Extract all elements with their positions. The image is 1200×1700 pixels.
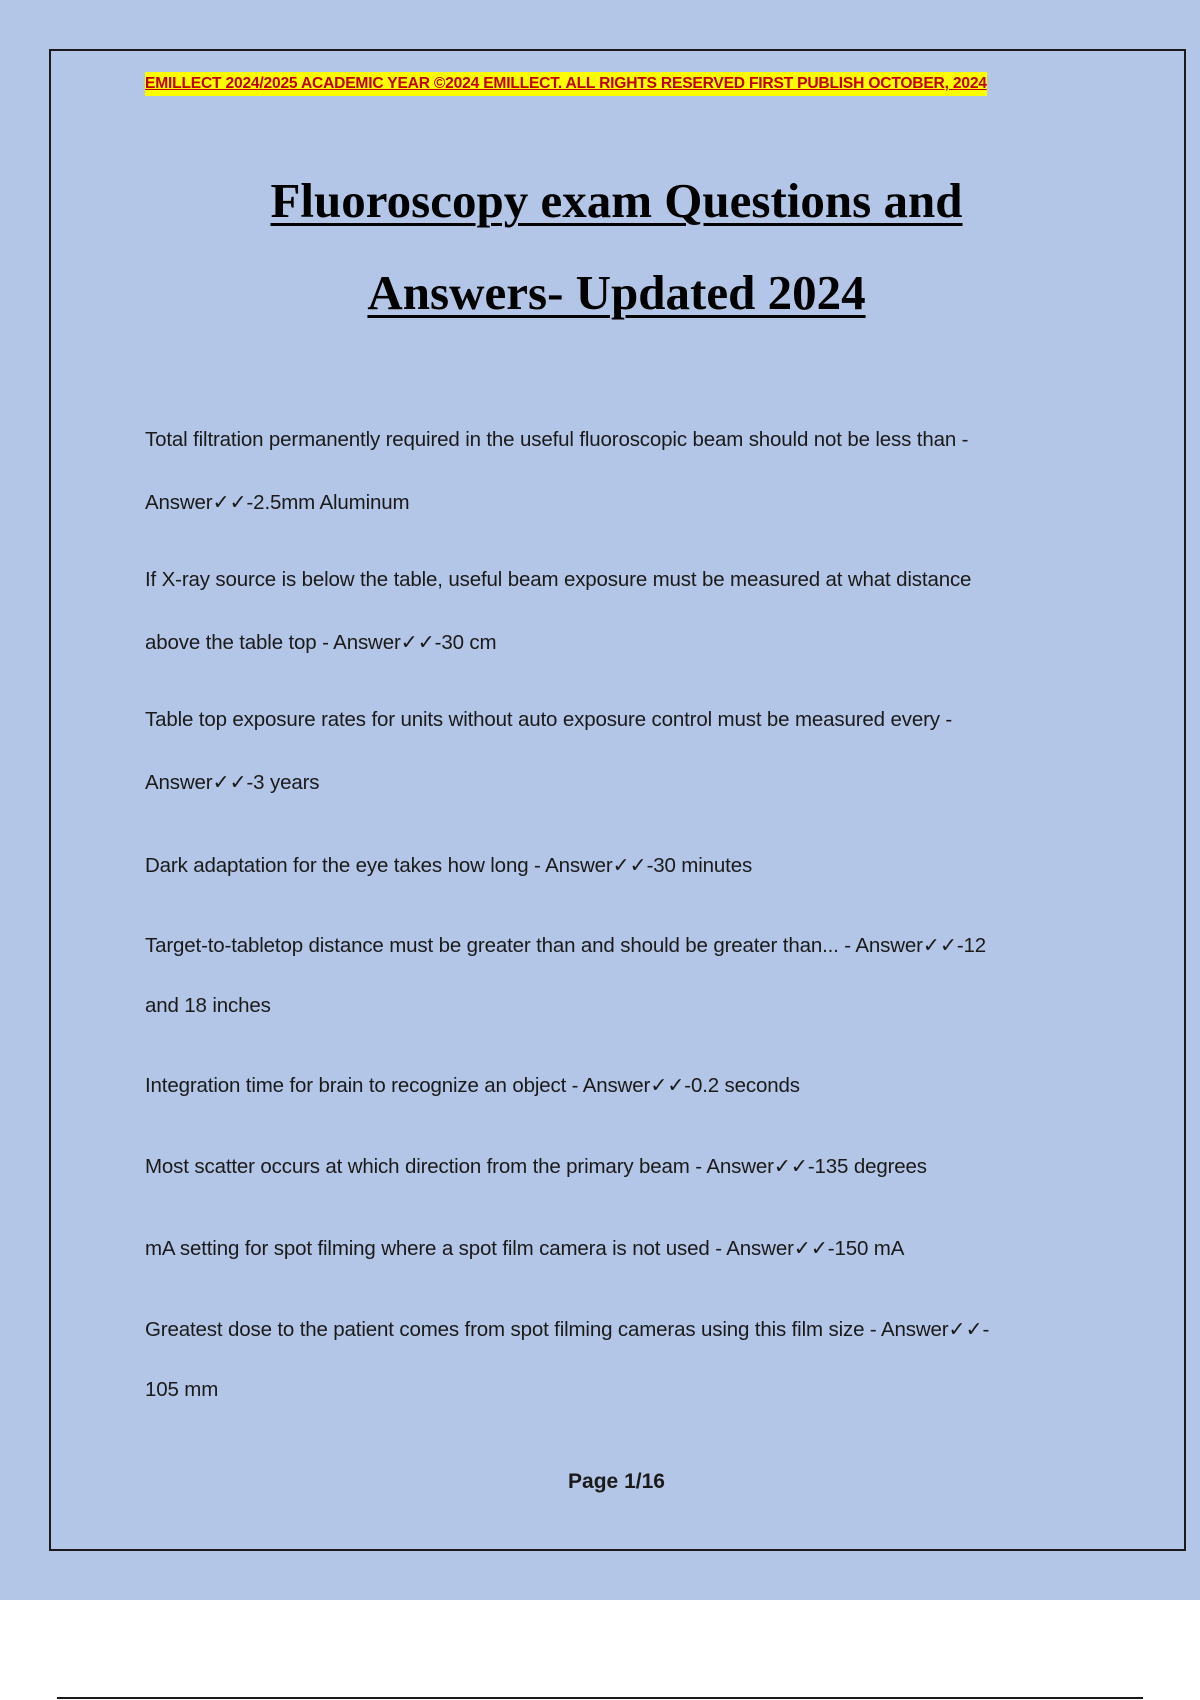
qa-9-question: Greatest dose to the patient comes from spot filming cameras using this film size - Answer✓✓- bbox=[145, 1318, 990, 1341]
page-number: Page 1/16 bbox=[568, 1470, 665, 1493]
qa-7-question: Most scatter occurs at which direction from the primary beam - Answer✓✓-135 degrees bbox=[145, 1155, 927, 1178]
qa-6-question: Integration time for brain to recognize an object - Answer✓✓-0.2 seconds bbox=[145, 1074, 800, 1097]
qa-3-answer: Answer✓✓-3 years bbox=[145, 771, 320, 794]
qa-4-question: Dark adaptation for the eye takes how long - Answer✓✓-30 minutes bbox=[145, 854, 753, 877]
qa-1-answer: Answer✓✓-2.5mm Aluminum bbox=[145, 491, 410, 514]
document-title-line-2: Answers- Updated 2024 bbox=[367, 265, 866, 320]
qa-3-question: Table top exposure rates for units without auto exposure control must be measured every - bbox=[145, 708, 953, 731]
document-title-line-1: Fluoroscopy exam Questions and bbox=[270, 173, 963, 228]
copyright-banner: EMILLECT 2024/2025 ACADEMIC YEAR ©2024 EMILLECT. ALL RIGHTS RESERVED FIRST PUBLISH OCTOBER, 2024 bbox=[145, 72, 987, 96]
bottom-divider bbox=[57, 1697, 1143, 1699]
qa-8-question: mA setting for spot filming where a spot film camera is not used - Answer✓✓-150 mA bbox=[145, 1237, 905, 1260]
qa-2-answer: above the table top - Answer✓✓-30 cm bbox=[145, 631, 497, 654]
qa-1-question: Total filtration permanently required in the useful fluoroscopic beam should not be less than - bbox=[145, 428, 969, 451]
qa-5-question: Target-to-tabletop distance must be greater than and should be greater than... - Answer✓✓-12 bbox=[145, 934, 987, 957]
qa-2-question: If X-ray source is below the table, useful beam exposure must be measured at what distance bbox=[145, 568, 972, 591]
qa-9-answer: 105 mm bbox=[145, 1378, 219, 1401]
qa-5-answer: and 18 inches bbox=[145, 994, 271, 1017]
